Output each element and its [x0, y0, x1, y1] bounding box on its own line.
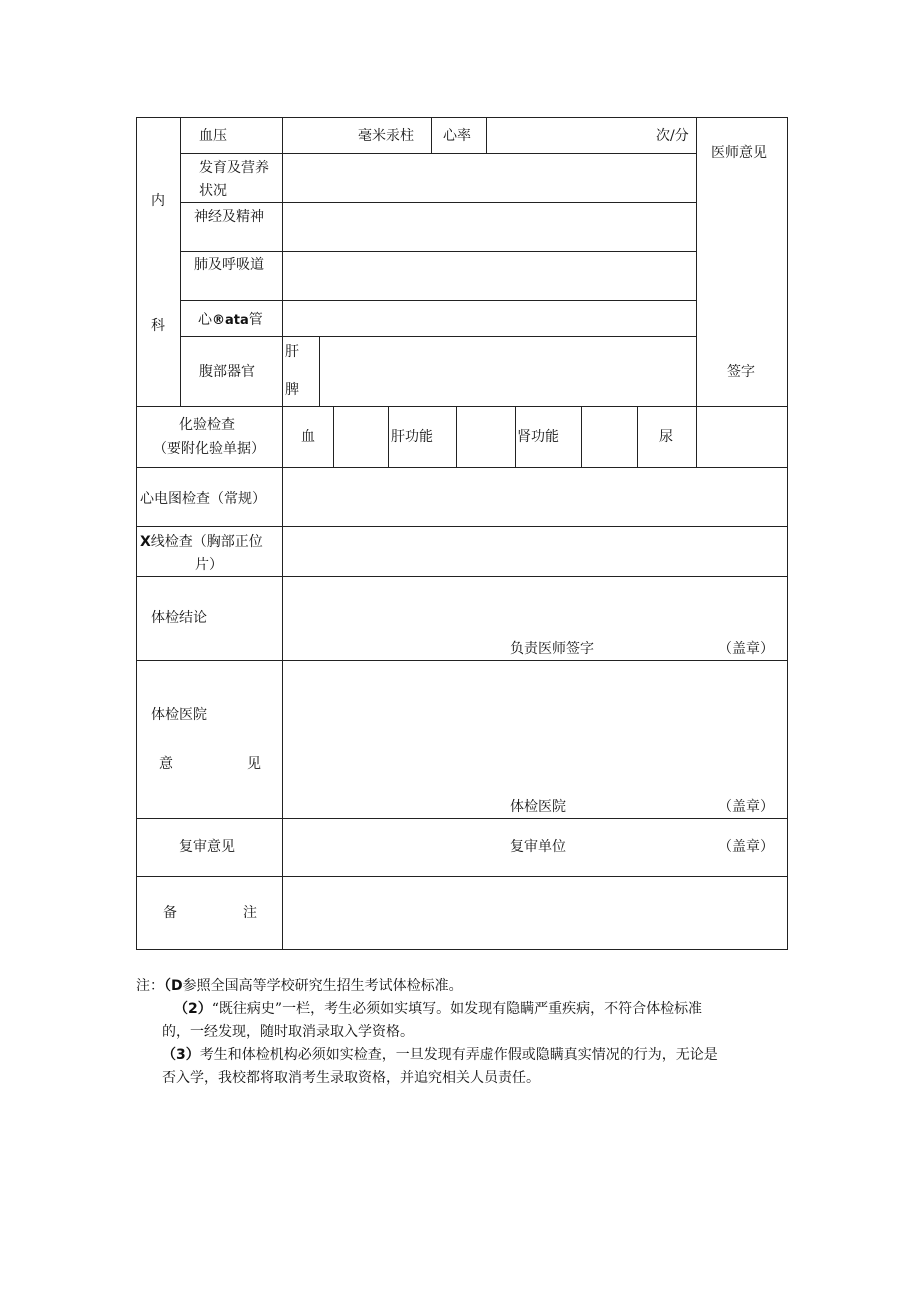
- cardio-label-part2: ®ata: [212, 313, 249, 328]
- review-unit-label: 复审单位: [510, 839, 566, 855]
- development-label: 发育及营养: [199, 160, 269, 176]
- blood-pressure-unit: 毫米汞柱: [358, 128, 414, 144]
- note-3-mark: （3）: [162, 1047, 200, 1063]
- liver-function-label: 肝功能: [391, 429, 433, 445]
- note-3: [136, 1044, 796, 1067]
- xray-label-text: 线检查（胸部正位: [150, 534, 263, 550]
- signature-label: 签字: [727, 364, 755, 380]
- doctor-opinion-label: 医师意见: [711, 145, 767, 161]
- hospital-opinion-char2: 见: [247, 756, 261, 772]
- hospital-label: 体检医院: [151, 707, 207, 723]
- note-2-mark: （2）: [174, 1001, 212, 1017]
- note-1-mark: （D: [164, 978, 183, 994]
- hospital-opinion-char1: 意: [159, 756, 173, 772]
- spleen-label: 脾: [285, 382, 299, 398]
- review-stamp-label: （盖章）: [718, 839, 774, 855]
- cardio-label-part3: 管: [248, 312, 263, 328]
- hospital-signer-label: 体检医院: [510, 799, 566, 815]
- section-label-internal: 内: [151, 193, 165, 209]
- ecg-label: 心电图检查（常规）: [140, 491, 266, 507]
- urine-test-label: 尿: [659, 429, 673, 445]
- kidney-function-label: 肾功能: [517, 429, 559, 445]
- liver-label: 肝: [285, 344, 299, 360]
- cardio-label: [198, 311, 263, 330]
- hospital-stamp-label: （盖章）: [718, 799, 774, 815]
- note-prefix: 注：: [136, 978, 164, 994]
- nervous-label: 神经及精神: [194, 209, 264, 225]
- note-1: [136, 975, 796, 998]
- blood-pressure-label: 血压: [199, 128, 227, 144]
- footnotes: [136, 975, 796, 1090]
- lab-tests-label: 化验检查: [179, 417, 235, 433]
- note-2-text: “既往病史”一栏，考生必须如实填写。如发现有隐瞒严重疾病，不符合体检标准: [211, 1001, 703, 1017]
- conclusion-label: 体检结论: [151, 610, 207, 626]
- abdomen-label: 腹部器官: [199, 364, 255, 380]
- conclusion-signer-label: 负责医师签字: [510, 641, 594, 657]
- remarks-char2: 注: [243, 905, 257, 921]
- note-2-cont: 的，一经发现，随时取消录取入学资格。: [162, 1024, 414, 1040]
- note-1-text: 参照全国高等学校研究生招生考试体检标准。: [182, 978, 463, 994]
- heart-rate-label: 心率: [443, 128, 471, 144]
- lung-label: 肺及呼吸道: [194, 257, 264, 273]
- remarks-char1: 备: [163, 905, 177, 921]
- note-2: [136, 998, 796, 1021]
- note-3-cont: 否入学，我校都将取消考生录取资格，并追究相关人员责任。: [162, 1070, 540, 1086]
- cardio-label-part1: 心: [198, 312, 212, 328]
- xray-prefix: X: [140, 534, 151, 550]
- lab-tests-note: （要附化验单据）: [153, 441, 265, 457]
- review-label: 复审意见: [179, 839, 235, 855]
- blood-test-label: 血: [301, 429, 315, 445]
- heart-rate-unit: 次/分: [656, 128, 689, 144]
- note-3-text: 考生和体检机构必须如实检查，一旦发现有弄虚作假或隐瞒真实情况的行为，无论是: [199, 1047, 718, 1063]
- conclusion-stamp-label: （盖章）: [718, 641, 774, 657]
- section-label-medicine: 科: [151, 318, 165, 334]
- development-label-cont: 状况: [199, 183, 227, 199]
- xray-label-cont: 片）: [195, 557, 223, 573]
- xray-label: [140, 533, 263, 551]
